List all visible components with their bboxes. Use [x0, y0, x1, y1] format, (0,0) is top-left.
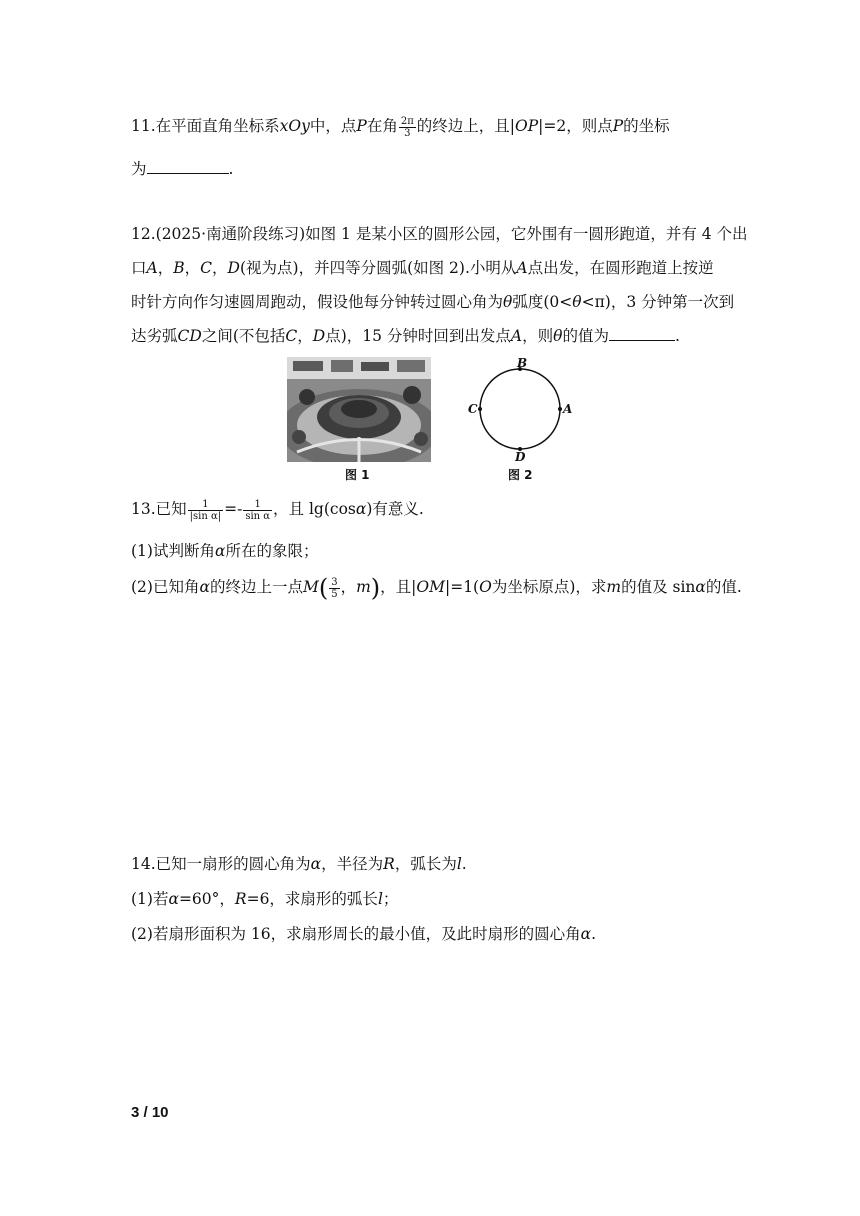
figure-2-caption: 图 2: [508, 468, 533, 482]
q14-text: ，弧长为: [394, 855, 457, 873]
q14-text: ，半径为: [321, 855, 384, 873]
q11-fraction-numerator: 2π: [400, 115, 414, 127]
q12-var: CD: [177, 327, 202, 345]
q14-var: l: [456, 855, 462, 873]
q14-var: α: [580, 925, 592, 943]
q13-text: 的值及 sin: [621, 578, 696, 596]
q13-fraction-2-numerator: 1: [243, 499, 272, 511]
q14-line-1: [131, 853, 467, 875]
q13-line-3: [131, 576, 742, 600]
q14-text: ；: [382, 890, 399, 908]
q13-text: (1)试判断角: [131, 542, 215, 560]
q12-text: ，: [184, 259, 201, 277]
q11-answer-blank[interactable]: [147, 159, 229, 174]
q13-text: 为坐标原点)，求: [491, 578, 607, 596]
point-label-a: A: [563, 402, 573, 416]
q12-line-4: [131, 325, 680, 347]
q12-text: ，: [157, 259, 174, 277]
q13-var: α: [355, 500, 367, 518]
q11-text: 中，点: [309, 117, 357, 135]
q11-line-2: [131, 158, 233, 180]
q11-fraction: [399, 116, 416, 139]
q14-var: R: [234, 890, 247, 908]
q11-var: P: [356, 117, 367, 135]
q13-text: =-: [224, 500, 243, 518]
q13-var: m: [356, 578, 371, 596]
q14-var: R: [383, 855, 395, 873]
q13-fraction-m: [329, 577, 339, 600]
park-photo-drawing: [287, 357, 431, 462]
q13-text: ，且|: [380, 578, 417, 596]
q14-line-3: [131, 923, 596, 945]
q14-text: =6，求扇形的弧长: [246, 890, 378, 908]
q13-var: α: [199, 578, 210, 596]
q13-fraction-1: [188, 499, 223, 522]
q12-var: θ: [572, 293, 582, 311]
q13-text: 的终边上一点: [209, 578, 303, 596]
point-label-c: C: [468, 402, 478, 416]
q13-text: |=1(: [444, 578, 480, 596]
q13-var: OM: [416, 578, 445, 596]
q14-text: .: [591, 925, 597, 943]
q13-fraction-2-denominator: sin α: [245, 510, 271, 522]
q12-var: A: [510, 327, 523, 345]
point-label-b: B: [517, 356, 528, 370]
q12-text: 点出发，在圆形跑道上按逆: [527, 259, 714, 277]
q13-text: (2)已知角: [131, 578, 200, 596]
q13-line-1: [131, 498, 424, 522]
q11-line-1: [131, 115, 670, 139]
q13-paren: (: [318, 574, 329, 602]
q13-text: 13.已知: [131, 500, 187, 518]
q13-var: α: [214, 542, 226, 560]
q14-text: 14.已知一扇形的圆心角为: [131, 855, 311, 873]
q12-var: C: [285, 327, 298, 345]
q14-text: .: [461, 855, 467, 873]
q12-answer-blank[interactable]: [609, 326, 675, 341]
q14-var: α: [310, 855, 322, 873]
q13-fraction-2: [243, 499, 272, 522]
q12-line-3: [131, 291, 734, 313]
q12-line-1: [131, 223, 748, 245]
q13-fraction-m-denominator: 5: [331, 588, 338, 600]
q12-text: .: [674, 327, 680, 345]
q13-text: 的值.: [705, 578, 742, 596]
q11-text: .: [228, 160, 234, 178]
q11-text: 的终边上，且|: [416, 117, 516, 135]
q12-var: B: [173, 259, 185, 277]
q13-var: M: [302, 578, 319, 596]
q11-text: 的坐标: [623, 117, 670, 135]
q12-var: θ: [503, 293, 513, 311]
q12-text: 时针方向作匀速圆周跑动，假设他每分钟转过圆心角为: [131, 293, 504, 311]
q13-var: m: [606, 578, 622, 596]
q14-text: (2)若扇形面积为 16，求扇形周长的最小值，及此时扇形的圆心角: [131, 925, 581, 943]
q13-text: ，且 lg(cos: [273, 500, 356, 518]
q14-text: (1)若: [131, 890, 169, 908]
q13-var: O: [479, 578, 492, 596]
q12-var: θ: [553, 327, 563, 345]
q13-text: ，: [340, 578, 357, 596]
q12-text: 之间(不包括: [201, 327, 286, 345]
q12-var: D: [227, 259, 240, 277]
q14-var: l: [377, 890, 383, 908]
point-label-d: D: [515, 450, 526, 464]
q11-fraction-denominator: 3: [404, 127, 411, 139]
q11-var: xOy: [279, 117, 310, 135]
q11-text: 为: [131, 160, 147, 178]
q13-fraction-1-denominator: |sin α|: [189, 510, 222, 522]
q12-text: 点)，15 分钟时回到出发点: [325, 327, 511, 345]
q13-fraction-m-numerator: 3: [331, 576, 338, 588]
q12-text: 12.(2025·南通阶段练习)如图 1 是某小区的圆形公园，它外围有一圆形跑道，并有 4 个出: [131, 225, 748, 243]
q11-text: |=2，则点: [538, 117, 613, 135]
q12-text: 达劣弧: [131, 327, 178, 345]
q12-text: 口: [131, 259, 147, 277]
q12-text: ，则: [522, 327, 554, 345]
q11-text: 11.在平面直角坐标系: [131, 117, 280, 135]
q12-text: 的值为: [562, 327, 609, 345]
q12-text: ，: [297, 327, 313, 345]
q12-text: 弧度(0<: [512, 293, 573, 311]
q12-line-2: [131, 257, 714, 279]
q13-var: α: [695, 578, 706, 596]
q14-line-2: [131, 888, 398, 910]
page-number: 3 / 10: [131, 1104, 169, 1121]
q12-text: <π)，3 分钟第一次到: [581, 293, 735, 311]
q13-text: )有意义.: [366, 500, 424, 518]
q11-var: P: [612, 117, 624, 135]
q12-var: D: [312, 327, 326, 345]
q11-text: 在角: [366, 117, 398, 135]
q13-text: 所在的象限；: [225, 542, 319, 560]
q13-line-2: [131, 540, 318, 562]
q13-paren: ): [370, 574, 381, 602]
q12-var: C: [200, 259, 213, 277]
q14-text: =60°，: [178, 890, 235, 908]
q12-text: ，: [212, 259, 228, 277]
q13-fraction-1-numerator: 1: [188, 499, 223, 511]
q14-var: α: [168, 890, 179, 908]
park-photo: [287, 357, 431, 462]
q12-text: (视为点)，并四等分圆弧(如图 2).小明从: [239, 259, 517, 277]
q12-var: A: [516, 259, 528, 277]
q11-var: OP: [515, 117, 539, 135]
q12-var: A: [146, 259, 158, 277]
figure-1-caption: 图 1: [345, 468, 370, 482]
